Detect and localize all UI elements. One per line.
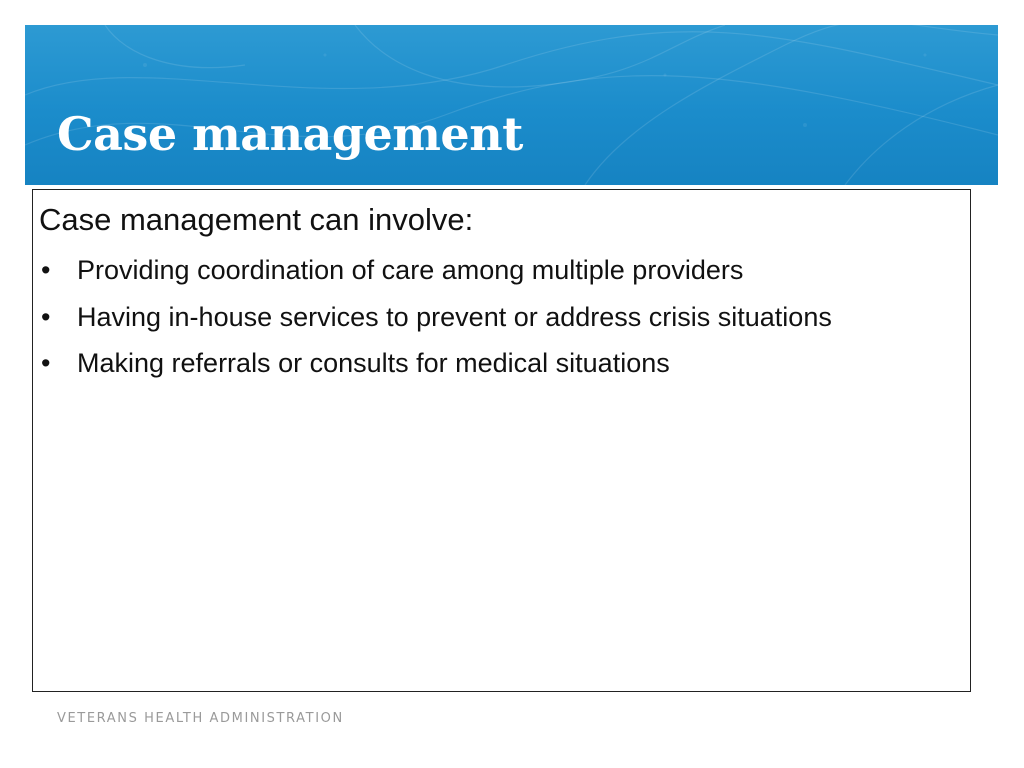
list-item <box>33 345 832 392</box>
list-item-text: Having in-house services to prevent or address crisis situations <box>77 301 832 332</box>
banner-texture <box>25 25 998 185</box>
title-banner <box>25 25 998 185</box>
intro-text: Case management can involve: <box>39 202 474 237</box>
list-item-text: Providing coordination of care among multiple providers <box>77 255 744 285</box>
list-item <box>33 252 832 299</box>
bullet-icon: • <box>41 301 51 332</box>
list-item-text: Making referrals or consults for medical situations <box>77 348 670 378</box>
content-box <box>32 189 971 692</box>
bullet-icon: • <box>41 348 51 378</box>
bullet-list <box>33 252 832 392</box>
slide-title: Case management <box>57 107 523 161</box>
footer-text: VETERANS HEALTH ADMINISTRATION <box>57 711 344 726</box>
bullet-icon: • <box>41 255 51 285</box>
list-item <box>33 299 832 346</box>
